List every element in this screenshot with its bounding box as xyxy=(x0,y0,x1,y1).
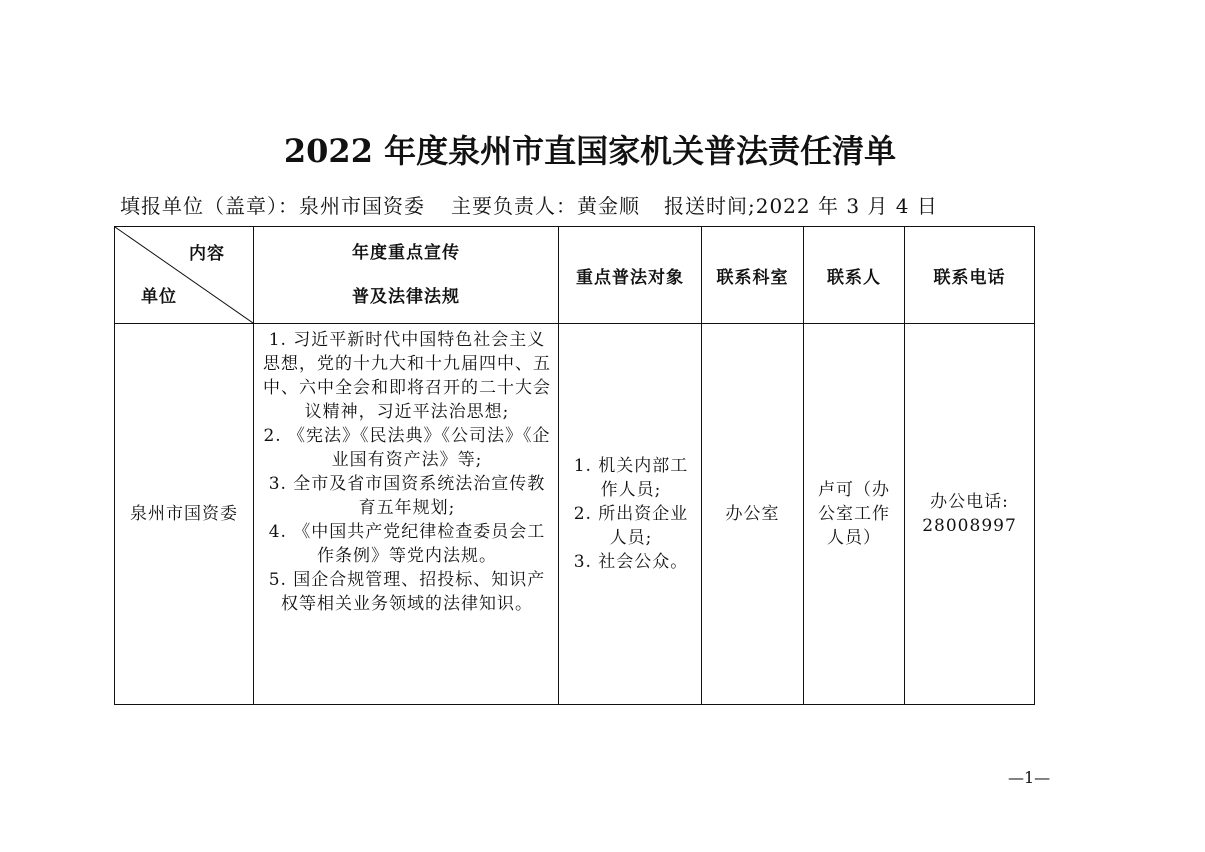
law-item: 3. 全市及省市国资系统法治宣传教育五年规划; xyxy=(268,474,546,518)
cell-laws xyxy=(254,324,559,705)
table-row xyxy=(115,324,1035,705)
meta-date: 报送时间;2022 年 3 月 4 日 xyxy=(664,194,938,218)
document-meta xyxy=(120,190,938,219)
meta-unit: 填报单位（盖章）：泉州市国资委 xyxy=(120,194,425,218)
cell-unit: 泉州市国资委 xyxy=(115,324,254,705)
header-laws-line1: 年度重点宣传 xyxy=(352,243,460,263)
law-item: 2. 《宪法》《民法典》《公司法》《企业国有资产法》等; xyxy=(263,426,551,470)
diagonal-header-cell xyxy=(115,227,254,324)
responsibility-table xyxy=(114,226,1035,705)
header-unit-label: 单位 xyxy=(141,287,177,307)
cell-targets xyxy=(559,324,702,705)
diagonal-line xyxy=(115,227,253,323)
target-item: 3. 社会公众。 xyxy=(573,552,689,572)
target-item: 2. 所出资企业人员; xyxy=(573,504,689,548)
document-title: 2022 年度泉州市直国家机关普法责任清单 xyxy=(283,132,897,170)
table-header-row xyxy=(115,227,1035,324)
phone-number: 28008997 xyxy=(922,516,1017,536)
law-item: 4. 《中国共产党纪律检查委员会工作条例》等党内法规。 xyxy=(268,522,546,566)
cell-office: 办公室 xyxy=(702,324,804,705)
target-item: 1. 机关内部工作人员; xyxy=(573,456,689,500)
page-number: —1— xyxy=(1008,768,1051,787)
header-office: 联系科室 xyxy=(702,227,804,324)
header-laws xyxy=(254,227,559,324)
cell-phone xyxy=(905,324,1035,705)
header-targets: 重点普法对象 xyxy=(559,227,702,324)
law-item: 5. 国企合规管理、招投标、知识产权等相关业务领域的法律知识。 xyxy=(268,570,546,614)
header-content-label: 内容 xyxy=(189,244,225,264)
phone-label: 办公电话: xyxy=(930,492,1009,512)
meta-principal: 主要负责人：黄金顺 xyxy=(451,194,640,218)
header-contact: 联系人 xyxy=(804,227,905,324)
cell-contact: 卢可（办公室工作人员） xyxy=(804,324,905,705)
law-item: 1. 习近平新时代中国特色社会主义思想，党的十九大和十九届四中、五中、六中全会和即将召开的二十大会议精神，习近平法治思想; xyxy=(263,330,551,422)
header-laws-line2: 普及法律法规 xyxy=(352,287,460,307)
header-phone: 联系电话 xyxy=(905,227,1035,324)
